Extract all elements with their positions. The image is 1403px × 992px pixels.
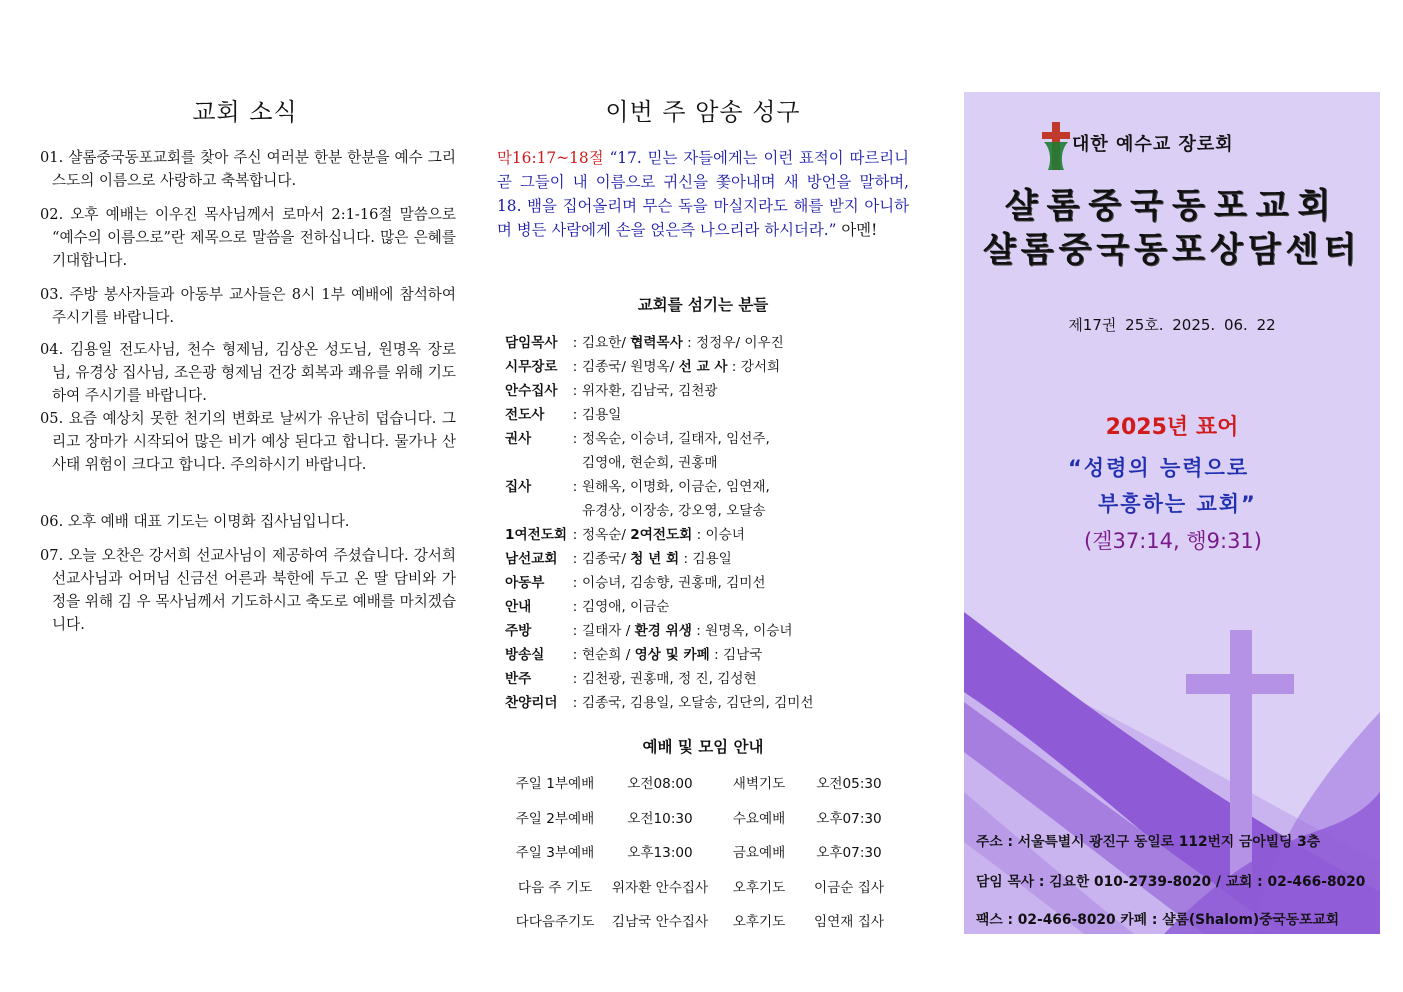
worship-cell: 오후기도: [732, 879, 786, 896]
worship-schedule: [509, 765, 899, 938]
news-item-3: 03. 주방 봉사자들과 아동부 교사들은 8시 1부 예배에 참석하여 주시기를 바랍니다.: [40, 286, 456, 326]
staff-names: [582, 523, 909, 547]
staff-names: [582, 643, 909, 667]
staff-role: 집사: [505, 479, 532, 495]
staff-names-primary: 위자환, 김남국, 김천광: [582, 383, 718, 399]
staff-colon: [568, 499, 582, 523]
staff-row: [505, 331, 909, 355]
staff-colon: :: [572, 407, 578, 423]
news-heading: 교회 소식: [192, 98, 298, 126]
staff-row: [505, 499, 909, 523]
staff-names-primary: 유경상, 이장송, 강오영, 오달송: [582, 503, 766, 519]
staff-names-primary: 김영애, 이금순: [582, 599, 670, 615]
staff-names-primary: 이승녀, 김송향, 권홍매, 김미선: [582, 575, 766, 591]
staff-row: [505, 571, 909, 595]
worship-cell: 오전05:30: [816, 776, 882, 793]
staff-role: 담임목사: [505, 335, 558, 351]
staff-colon: :: [572, 527, 578, 543]
news-item-4: 04. 김용일 전도사님, 천수 형제님, 김상온 성도님, 원명옥 장로님, 유경상 집사님, 조은광 형제님 건강 회복과 쾌유를 위해 기도하여 주시기를 바랍니다.: [40, 341, 456, 404]
worship-cell: 오후07:30: [816, 810, 882, 827]
worship-cell: 오후13:00: [627, 845, 693, 862]
staff-names-primary: 김용일: [582, 407, 622, 423]
staff-names: [582, 691, 909, 715]
staff-names: [582, 451, 909, 475]
staff-row: [505, 643, 909, 667]
worship-row: [509, 800, 899, 835]
issue-date: 제17권 25호. 2025. 06. 22: [1068, 316, 1276, 334]
staff-row: [505, 547, 909, 571]
staff-row: [505, 475, 909, 499]
staff-names-primary: 정옥순, 이승녀, 길태자, 임선주,: [582, 431, 770, 447]
motto-line-1: “성령의 능력으로: [1068, 456, 1250, 480]
staff-names-primary: 김종국/: [582, 551, 631, 567]
staff-role: 남선교회: [505, 551, 558, 567]
staff-colon: :: [572, 623, 578, 639]
staff-role-secondary: 선 교 사: [678, 359, 728, 375]
staff-row: [505, 595, 909, 619]
verse-reference: 막16:17~18절: [497, 149, 604, 167]
staff-heading: 교회를 섬기는 분들: [637, 296, 769, 314]
fax-cafe: 팩스 : 02-466-8020 카페 : 샬롬(Shalom)중국동포교회: [976, 912, 1340, 928]
staff-names: [582, 499, 909, 523]
staff-names-secondary: : 김남국: [709, 647, 763, 663]
staff-names-primary: 김종국/ 원명옥/: [582, 359, 679, 375]
staff-role-secondary: 2여전도회: [630, 527, 693, 543]
staff-names: [582, 331, 909, 355]
staff-names-secondary: : 정정우/ 이우진: [682, 335, 784, 351]
staff-row: [505, 691, 909, 715]
staff-role: 반주: [505, 671, 532, 687]
staff-role: 전도사: [505, 407, 545, 423]
motto-reference: (겔37:14, 행9:31): [1084, 529, 1262, 553]
staff-list: [505, 331, 909, 715]
staff-names: [582, 595, 909, 619]
staff-colon: :: [572, 431, 578, 447]
staff-role: 방송실: [505, 647, 545, 663]
worship-cell: 주일 2부예배: [515, 810, 595, 827]
worship-cell: 오후기도: [732, 914, 786, 931]
verse-heading: 이번 주 암송 성구: [605, 98, 801, 126]
worship-cell: 금요예배: [732, 845, 786, 862]
staff-role-secondary: 청 년 회: [630, 551, 680, 567]
news-item-1: 01. 샬롬중국동포교회를 찾아 주신 여러분 한분 한분을 예수 그리스도의 이름으로 사랑하고 축복합니다.: [40, 149, 456, 189]
staff-role: 권사: [505, 431, 532, 447]
staff-colon: :: [572, 575, 578, 591]
staff-role: 주방: [505, 623, 532, 639]
staff-colon: :: [572, 479, 578, 495]
staff-colon: :: [572, 551, 578, 567]
worship-cell: 오전08:00: [627, 776, 693, 793]
worship-cell: 위자환 안수집사: [611, 879, 709, 896]
staff-names: [582, 427, 909, 451]
staff-names-secondary: : 김용일: [679, 551, 732, 567]
worship-cell: 다음 주 기도: [517, 879, 593, 896]
staff-colon: :: [572, 647, 578, 663]
staff-role-secondary: 환경 위생: [634, 623, 692, 639]
worship-cell: 임연재 집사: [814, 914, 884, 931]
worship-cell: 수요예배: [732, 810, 786, 827]
church-logo-icon: [1040, 120, 1072, 172]
staff-names: [582, 355, 909, 379]
staff-names: [582, 475, 909, 499]
news-item-7: 07. 오늘 오찬은 강서희 선교사님이 제공하여 주셨습니다. 강서희 선교사님과 어머님 신금선 어른과 북한에 두고 온 딸 담비와 가정을 위해 김 우 목사님께서 기도하시고 축도로 예배를 마치겠습니다.: [40, 547, 456, 633]
worship-row: [509, 765, 899, 800]
staff-names: [582, 379, 909, 403]
worship-cell: 이금순 집사: [814, 879, 884, 896]
worship-row: [509, 869, 899, 904]
staff-row: [505, 451, 909, 475]
staff-names-primary: 원해옥, 이명화, 이금순, 임연재,: [582, 479, 770, 495]
staff-role: [505, 451, 568, 475]
staff-row: [505, 403, 909, 427]
worship-cell: 오후07:30: [816, 845, 882, 862]
counseling-center-name: 샬롬중국동포상담센터: [982, 230, 1362, 270]
staff-role: 시무장로: [505, 359, 558, 375]
memory-verse: [497, 146, 909, 242]
staff-role-secondary: 영상 및 카페: [634, 647, 710, 663]
staff-row: [505, 355, 909, 379]
verse-amen: 아멘!: [836, 221, 878, 239]
staff-role: 찬양리더: [505, 695, 558, 711]
worship-cell: 주일 1부예배: [515, 776, 595, 793]
worship-cell: 김남국 안수집사: [611, 914, 709, 931]
staff-names: [582, 619, 909, 643]
staff-colon: :: [572, 335, 578, 351]
staff-colon: :: [572, 695, 578, 711]
staff-row: [505, 379, 909, 403]
staff-colon: :: [572, 599, 578, 615]
staff-role: [505, 499, 568, 523]
worship-cell: 오전10:30: [627, 810, 693, 827]
staff-row: [505, 523, 909, 547]
church-name: 샬롬중국동포교회: [1004, 186, 1340, 226]
pastor-contact: 담임 목사 : 김요한 010-2739-8020 / 교회 : 02-466-8020: [976, 874, 1366, 890]
news-item-5: 05. 요즘 예상치 못한 천기의 변화로 날씨가 유난히 덥습니다. 그리고 장마가 시작되어 많은 비가 예상 된다고 합니다. 물가나 산사태 위험이 크다고 합니다. 주의하시기 바랍니다.: [40, 410, 456, 473]
staff-colon: :: [572, 359, 578, 375]
staff-names-primary: 김요한/: [582, 335, 631, 351]
staff-colon: :: [572, 671, 578, 687]
worship-cell: 새벽기도: [732, 776, 786, 793]
staff-names-primary: 김천광, 권홍매, 정 진, 김성현: [582, 671, 757, 687]
news-item-2: 02. 오후 예배는 이우진 목사님께서 로마서 2:1-16절 말씀으로 “예수의 이름으로”란 제목으로 말씀을 전하십니다. 많은 은혜를 기대합니다.: [40, 206, 456, 269]
staff-role-secondary: 협력목사: [630, 335, 683, 351]
staff-names: [582, 547, 909, 571]
church-address: 주소 : 서울특별시 광진구 동일로 112번지 금아빌딩 3층: [976, 834, 1321, 850]
staff-row: [505, 667, 909, 691]
staff-role: 아동부: [505, 575, 545, 591]
staff-names-secondary: : 이승녀: [692, 527, 745, 543]
staff-names: [582, 571, 909, 595]
staff-colon: :: [572, 383, 578, 399]
staff-names-primary: 김종국, 김용일, 오달송, 김단의, 김미선: [582, 695, 814, 711]
staff-colon: [568, 451, 582, 475]
staff-names-primary: 현순희 /: [582, 647, 635, 663]
staff-row: [505, 427, 909, 451]
staff-names-primary: 정옥순/: [582, 527, 631, 543]
staff-names-secondary: : 원명옥, 이승녀: [691, 623, 793, 639]
staff-names: [582, 667, 909, 691]
worship-row: [509, 903, 899, 938]
cover-panel: [964, 92, 1380, 934]
staff-names-secondary: : 강서희: [727, 359, 781, 375]
denomination-name: 대한 예수교 장로회: [1072, 134, 1234, 155]
staff-names-primary: 길태자 /: [582, 623, 635, 639]
staff-names: [582, 403, 909, 427]
worship-heading: 예배 및 모임 안내: [642, 738, 764, 756]
staff-role: 안수집사: [505, 383, 558, 399]
worship-row: [509, 834, 899, 869]
motto-label: 2025년 표어: [1105, 415, 1239, 440]
staff-role: 안내: [505, 599, 532, 615]
worship-cell: 다다음주기도: [515, 914, 595, 931]
verse-text: “17. 믿는 자들에게는 이런 표적이 따르리니 곧 그들이 내 이름으로 귀신을 쫓아내며 새 방언을 말하며, 18. 뱀을 집어올리며 무슨 독을 마실지라도 해를 받지 아니하며 병든 사람에게 손을 얹은즉 나으리라 하시더라.”: [497, 149, 909, 239]
staff-row: [505, 619, 909, 643]
staff-names-primary: 김영애, 현순희, 권홍매: [582, 455, 718, 471]
news-item-6: 06. 오후 예배 대표 기도는 이명화 집사님입니다.: [40, 513, 350, 530]
staff-role: 1여전도회: [505, 527, 567, 543]
worship-cell: 주일 3부예배: [515, 845, 595, 862]
motto-line-2: 부흥하는 교회”: [1098, 492, 1257, 516]
